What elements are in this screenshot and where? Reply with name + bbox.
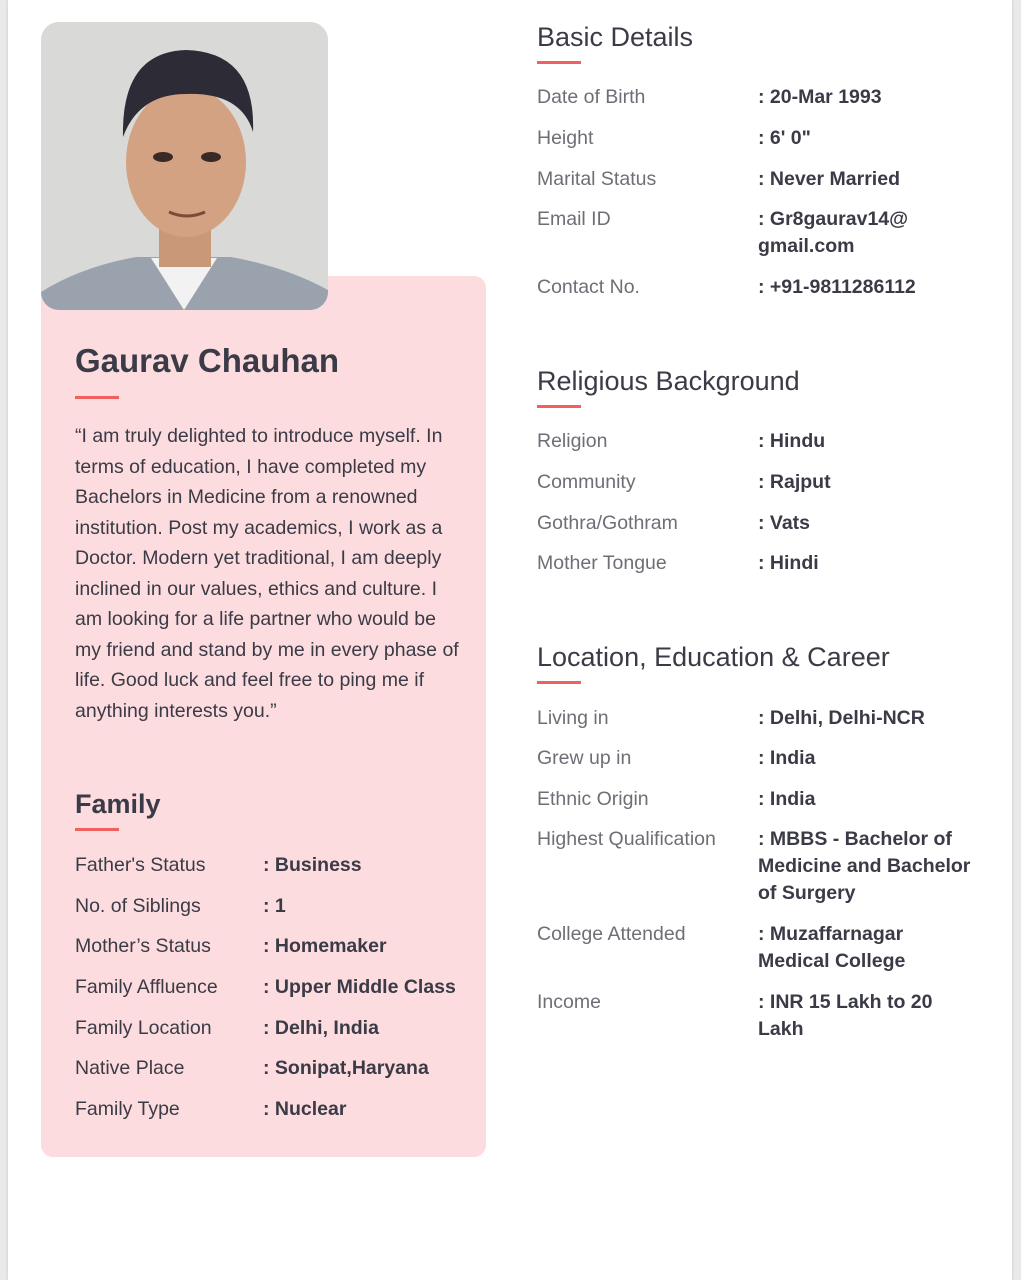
row-label: College Attended bbox=[537, 923, 686, 945]
row-value: : Nuclear bbox=[263, 1098, 347, 1120]
profile-name: Gaurav Chauhan bbox=[75, 342, 340, 379]
row-label: Living in bbox=[537, 707, 609, 729]
row-label: Family Location bbox=[75, 1017, 212, 1039]
row-value: : 1 bbox=[263, 895, 286, 917]
row-label: No. of Siblings bbox=[75, 895, 201, 917]
row-value: : India bbox=[758, 747, 816, 769]
email-value[interactable]: : Gr8gaurav14@ gmail.com bbox=[758, 208, 909, 257]
row-value: : Muzaffarnagar Medical College bbox=[758, 923, 906, 972]
family-heading: Family bbox=[75, 789, 161, 819]
row-label: Income bbox=[537, 991, 601, 1013]
row-label: Date of Birth bbox=[537, 86, 646, 108]
row-label: Father's Status bbox=[75, 854, 206, 876]
row-label: Religion bbox=[537, 430, 608, 452]
row-label: Family Affluence bbox=[75, 976, 218, 998]
row-value: : Sonipat,Haryana bbox=[263, 1057, 429, 1079]
row-value: : Hindi bbox=[758, 552, 819, 574]
profile-photo bbox=[41, 22, 328, 310]
row-value: : India bbox=[758, 788, 816, 810]
row-value: : Upper Middle Class bbox=[263, 976, 456, 998]
row-value: : Rajput bbox=[758, 471, 831, 493]
row-label: Ethnic Origin bbox=[537, 788, 649, 810]
row-value: : Never Married bbox=[758, 168, 900, 190]
row-label: Grew up in bbox=[537, 747, 632, 769]
row-label: Contact No. bbox=[537, 276, 640, 298]
person-portrait-icon bbox=[41, 22, 328, 310]
row-value: : MBBS - Bachelor of Medicine and Bachelor of Surgery bbox=[758, 828, 971, 904]
row-value: : INR 15 Lakh to 20 Lakh bbox=[758, 991, 933, 1040]
row-label: Mother Tongue bbox=[537, 552, 667, 574]
row-value: : Delhi, Delhi-NCR bbox=[758, 707, 925, 729]
career-underline bbox=[537, 681, 581, 684]
row-label: Marital Status bbox=[537, 168, 657, 190]
row-value: : Vats bbox=[758, 512, 811, 534]
name-underline bbox=[75, 396, 119, 399]
row-label: Gothra/Gothram bbox=[537, 512, 678, 534]
row-value: : 6' 0" bbox=[758, 127, 811, 149]
row-value: : Delhi, India bbox=[263, 1017, 379, 1039]
row-value: : Homemaker bbox=[263, 935, 387, 957]
religious-underline bbox=[537, 405, 581, 408]
contact-value[interactable]: : +91-9811286112 bbox=[758, 276, 916, 298]
profile-bio: “I am truly delighted to introduce myself. In terms of education, I have completed my Bachelors in Medicine from a renowned institution. Post my academics, I work as a Doctor. Modern yet traditional, I am deeply inclined in our values, ethics and culture. I am looking for a life partner who would be my friend and stand by me in every phase of life. Good luck and feel free to ping me if anything interests you.” bbox=[75, 425, 459, 722]
row-label: Native Place bbox=[75, 1057, 185, 1079]
row-value: : Hindu bbox=[758, 430, 826, 452]
row-label: Email ID bbox=[537, 208, 611, 230]
row-label: Height bbox=[537, 127, 594, 149]
row-value: : 20-Mar 1993 bbox=[758, 86, 882, 108]
career-heading: Location, Education & Career bbox=[537, 642, 890, 672]
family-underline bbox=[75, 828, 119, 831]
religious-heading: Religious Background bbox=[537, 366, 800, 396]
basic-underline bbox=[537, 61, 581, 64]
row-label: Mother’s Status bbox=[75, 935, 211, 957]
basic-details-heading: Basic Details bbox=[537, 22, 694, 52]
row-label: Family Type bbox=[75, 1098, 180, 1120]
row-value: : Business bbox=[263, 854, 362, 876]
row-label: Community bbox=[537, 471, 636, 493]
row-label: Highest Qualification bbox=[537, 828, 716, 850]
